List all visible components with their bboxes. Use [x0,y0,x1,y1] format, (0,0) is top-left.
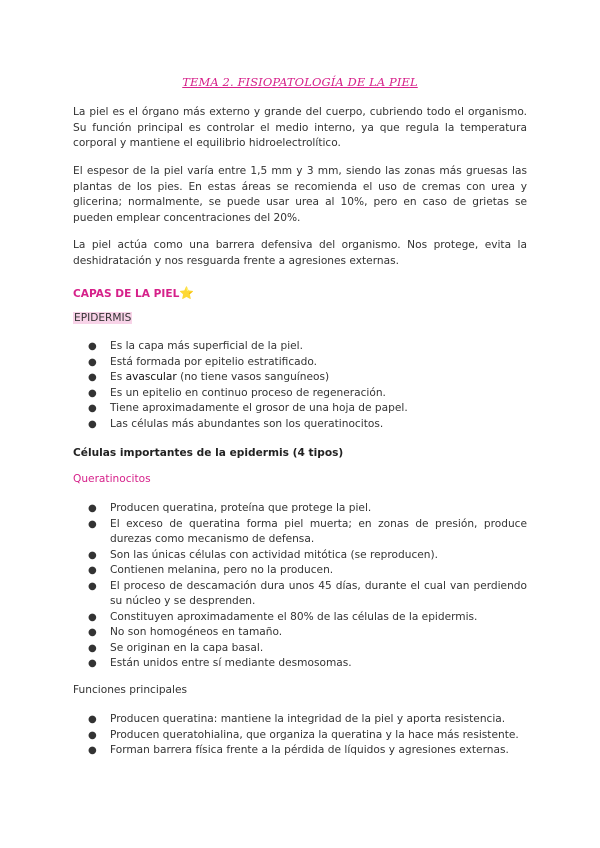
bullet-icon: ● [88,518,97,530]
bullet-icon: ● [88,642,97,654]
list-item: ● Las células más abundantes son los queratinocitos. [73,417,527,433]
list-item: ● El exceso de queratina forma piel muerta; en zonas de presión, produce durezas como mecanismo de defensa. [88,517,527,545]
bullet-icon: ● [88,403,97,414]
funciones-list [73,712,527,759]
bullet-icon: ● [88,549,97,561]
list-item: ● Tiene aproximadamente el grosor de una hoja de papel. [73,401,527,417]
list-item: ● Contienen melanina, pero no la producen. [73,563,527,579]
page-title: TEMA 2. FISIOPATOLOGÍA DE LA PIEL [182,75,418,89]
list-item: ● Están unidos entre sí mediante desmosomas. [73,656,527,672]
avascular-term: avascular [125,371,177,383]
bullet-icon: ● [88,658,97,669]
bullet-icon: ● [88,503,97,514]
intro-paragraph-2: El espesor de la piel varía entre 1,5 mm y 3 mm, siendo las zonas más gruesas las plantas de los pies. En estas áreas se recomienda el uso de cremas con urea y glicerina; normalmente, se puede usar urea al 10%, pero en caso de grietas se pueden emplear concentraciones del 20%. [73,165,527,225]
capas-heading [73,286,194,300]
epidermis-list [73,339,527,432]
bullet-icon: ● [88,356,97,368]
cells-heading: Células importantes de la epidermis (4 tipos) [73,447,344,459]
star-icon: ⭐ [179,286,195,300]
list-item: ● Está formada por epitelio estratificado. [73,355,527,371]
bullet-icon: ● [88,627,97,638]
intro-paragraph-3: La piel actúa como una barrera defensiva del organismo. Nos protege, evita la deshidratación y nos resguarda frente a agresiones externas. [73,239,527,267]
bullet-icon: ● [88,387,97,399]
list-item: ● El proceso de descamación dura unos 45 días, durante el cual van perdiendo su núcleo y se desprenden. [88,579,527,607]
bullet-icon: ● [88,745,97,756]
bullet-icon: ● [88,714,97,725]
list-item: ● Es un epitelio en continuo proceso de regeneración. [73,386,527,402]
list-item: ● Constituyen aproximadamente el 80% de las células de la epidermis. [73,610,527,626]
bullet-icon: ● [88,611,97,623]
queratinocitos-heading: Queratinocitos [73,473,151,485]
bullet-icon: ● [88,372,97,383]
list-item: ● Producen queratohialina, que organiza la queratina y la hace más resistente. [73,728,527,744]
list-item: ● Forman barrera física frente a la pérdida de líquidos y agresiones externas. [73,743,527,759]
bullet-icon: ● [88,729,97,741]
capas-heading-text: CAPAS DE LA PIEL [73,288,180,300]
epidermis-heading: EPIDERMIS [74,312,132,324]
list-item: ● Es avascular (no tiene vasos sanguíneos) [73,370,527,386]
list-item: ● Son las únicas células con actividad mitótica (se reproducen). [73,548,527,564]
list-item: ● Es la capa más superficial de la piel. [73,339,527,355]
list-item: ● Se originan en la capa basal. [73,641,527,657]
intro-paragraph-1: La piel es el órgano más externo y grande del cuerpo, cubriendo todo el organismo. Su función principal es controlar el medio interno, ya que regula la temperatura corporal y mantiene el equilibrio hidroelectrolítico. [73,106,527,150]
list-item: ● Producen queratina: mantiene la integridad de la piel y aporta resistencia. [73,712,527,728]
list-item: ● No son homogéneos en tamaño. [73,625,527,641]
list-item: ● Producen queratina, proteína que protege la piel. [73,501,527,517]
bullet-icon: ● [88,418,97,430]
funciones-heading: Funciones principales [73,684,188,696]
bullet-icon: ● [88,565,97,576]
bullet-icon: ● [88,341,97,352]
queratinocitos-list [73,501,527,672]
bullet-icon: ● [88,580,97,592]
